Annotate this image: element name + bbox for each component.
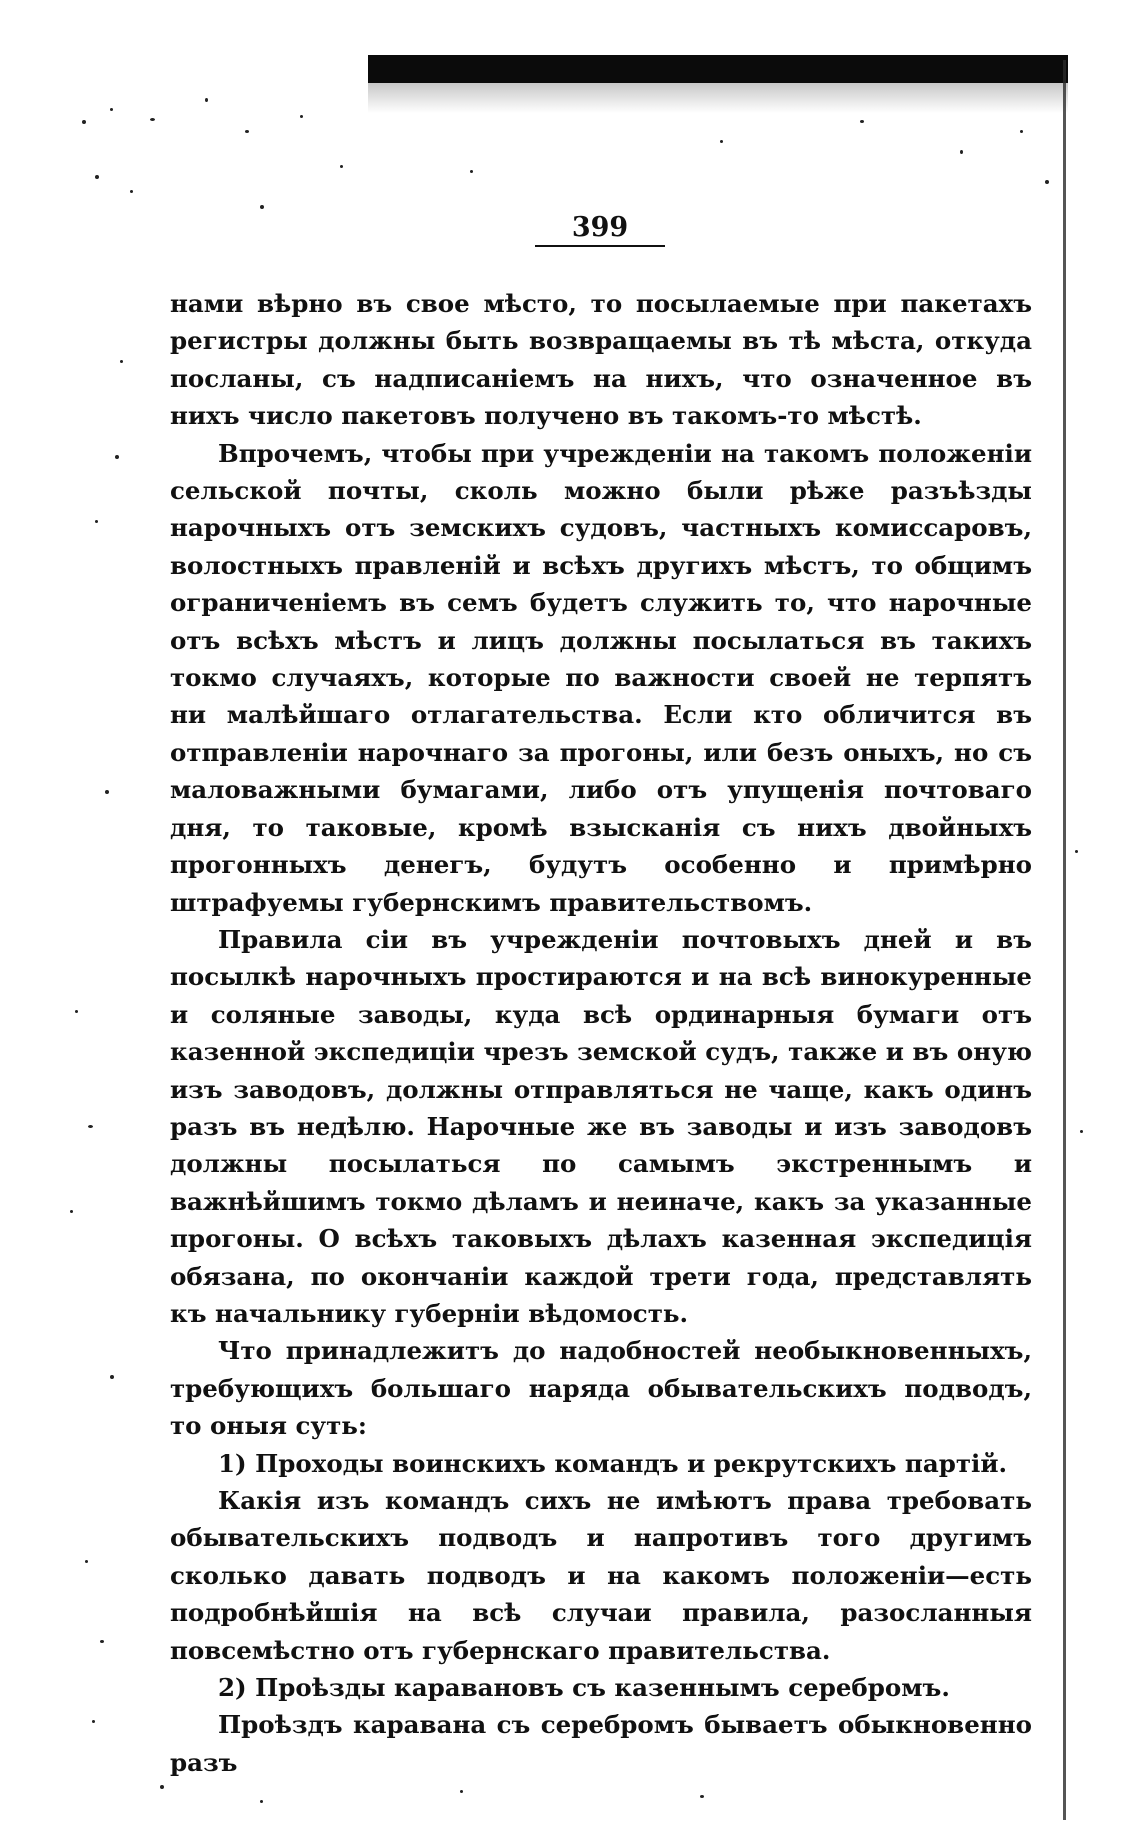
page-number: 399: [535, 212, 665, 247]
scan-right-edge: [1063, 60, 1066, 1820]
paragraph: Проѣздъ каравана съ серебромъ бываетъ обыкновенно разъ: [170, 1710, 1032, 1777]
scan-top-gradient: [368, 83, 1068, 113]
paragraph: Впрочемъ, чтобы при учрежденіи на такомъ положеніи сельской почты, сколь можно были рѣже разъѣзды нарочныхъ отъ земскихъ судовъ, частныхъ комиссаровъ, волостныхъ правленій и всѣхъ другихъ мѣстъ, то общимъ ограниченіемъ въ семъ будетъ служить то, что нарочные отъ всѣхъ мѣстъ и лицъ должны посылаться въ такихъ токмо случаяхъ, которые по важности своей не терпятъ ни малѣйшаго отлагательства. Если кто обличится въ отправленіи нарочнаго за прогоны, или безъ оныхъ, но съ маловажными бумагами, либо отъ упущенія почтоваго дня, то таковые, кромѣ взысканія съ нихъ двойныхъ прогонныхъ денегъ, будутъ особенно и примѣрно штрафуемы губернскимъ правительствомъ.: [170, 438, 1032, 917]
section-heading: 2) Проѣзды каравановъ съ казеннымъ серебромъ.: [218, 1673, 950, 1703]
section-heading: 1) Проходы воинскихъ командъ и рекрутскихъ партій.: [218, 1448, 1008, 1478]
paragraph: Какія изъ командъ сихъ не имѣютъ права требовать обывательскихъ подводъ и напротивъ того другимъ сколько давать подводъ и на какомъ положеніи—есть подробнѣйшія на всѣ случаи правила, разосланныя повсемѣстно отъ губернскаго правительства.: [170, 1486, 1032, 1665]
paragraph: Что принадлежитъ до надобностей необыкновенныхъ, требующихъ большаго наряда обывательскихъ подводъ, то оныя суть:: [170, 1336, 1032, 1441]
scan-top-shadow: [368, 55, 1068, 83]
paragraph: Правила сіи въ учрежденіи почтовыхъ дней и въ посылкѣ нарочныхъ простираются и на всѣ винокуренные и соляные заводы, куда всѣ ординарныя бумаги отъ казенной экспедиціи чрезъ земской судъ, также и въ оную изъ заводовъ, должны отправляться не чаще, какъ одинъ разъ въ недѣлю. Нарочные же въ заводы и изъ заводовъ должны посылаться по самымъ экстреннымъ и важнѣйшимъ токмо дѣламъ и неиначе, какъ за указанные прогоны. О всѣхъ таковыхъ дѣлахъ казенная экспедиція обязана, по окончаніи каждой трети года, представлять къ начальнику губерніи вѣдомость.: [170, 924, 1032, 1328]
paragraph: нами вѣрно въ свое мѣсто, то посылаемые при пакетахъ регистры должны быть возвращаемы въ тѣ мѣста, откуда посланы, съ надписаніемъ на нихъ, что означенное въ нихъ число пакетовъ получено въ такомъ-то мѣстѣ.: [170, 289, 1032, 431]
body-text: [170, 285, 1032, 1781]
